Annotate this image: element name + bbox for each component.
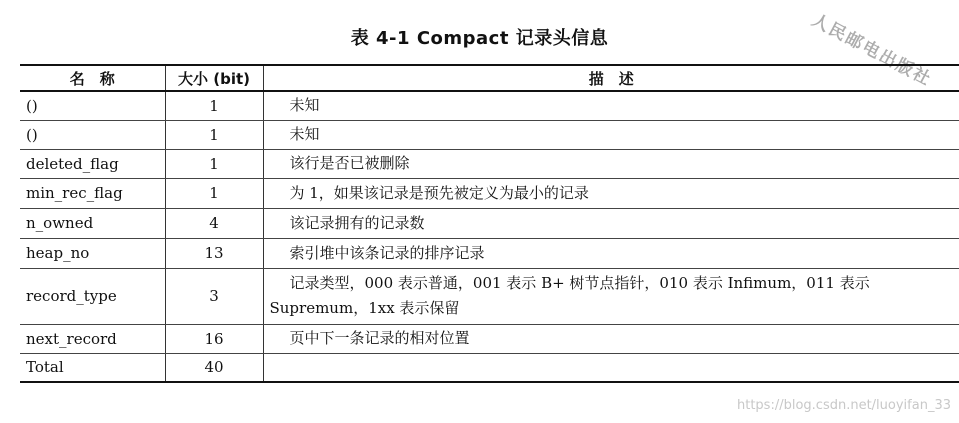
description-line: 记录类型，000 表示普通，001 表示 B+ 树节点指针，010 表示 Infimum，011 表示 — [289, 274, 870, 292]
table-row — [20, 208, 959, 238]
cell-field-name: heap_no — [20, 238, 165, 268]
cell-description — [263, 91, 959, 120]
cell-field-name: () — [20, 91, 165, 120]
description-line: 该行是否已被删除 — [289, 154, 410, 172]
cell-description — [263, 149, 959, 178]
table-row — [20, 149, 959, 178]
cell-size: 13 — [165, 238, 263, 268]
description-line: 页中下一条记录的相对位置 — [289, 329, 470, 347]
table-row — [20, 120, 959, 149]
header-size: 大小 (bit) — [165, 65, 263, 91]
watermark-url: https://blog.csdn.net/luoyifan_33 — [737, 398, 951, 413]
table-header-row — [20, 65, 959, 91]
cell-description — [263, 324, 959, 353]
table-row — [20, 238, 959, 268]
table-caption: 表 4-1 Compact 记录头信息 — [350, 28, 609, 49]
cell-field-name: n_owned — [20, 208, 165, 238]
table-row — [20, 324, 959, 353]
description-line: 为 1，如果该记录是预先被定义为最小的记录 — [289, 183, 589, 202]
record-header-table — [20, 64, 959, 383]
header-description: 描 述 — [263, 65, 959, 91]
description-line: 未知 — [289, 125, 320, 143]
cell-size: 1 — [165, 149, 263, 178]
cell-size: 1 — [165, 120, 263, 149]
cell-field-name: deleted_flag — [20, 149, 165, 178]
table-row — [20, 91, 959, 120]
cell-size: 1 — [165, 178, 263, 208]
cell-size: 40 — [165, 353, 263, 382]
table-row — [20, 353, 959, 382]
description-line: 该记录拥有的记录数 — [289, 213, 425, 232]
header-name: 名 称 — [20, 65, 165, 91]
cell-description — [263, 353, 959, 382]
cell-size: 1 — [165, 91, 263, 120]
cell-field-name: Total — [20, 353, 165, 382]
cell-field-name: () — [20, 120, 165, 149]
cell-size: 3 — [165, 268, 263, 324]
table-row — [20, 268, 959, 324]
cell-description — [263, 208, 959, 238]
cell-size: 16 — [165, 324, 263, 353]
publisher-stamp: 人民邮电出版社 — [808, 10, 936, 91]
description-line: Supremum，1xx 表示保留 — [269, 299, 460, 317]
cell-size: 4 — [165, 208, 263, 238]
cell-field-name: min_rec_flag — [20, 178, 165, 208]
cell-description — [263, 268, 959, 324]
description-line: 未知 — [289, 96, 320, 115]
cell-description — [263, 178, 959, 208]
cell-field-name: next_record — [20, 324, 165, 353]
cell-description — [263, 120, 959, 149]
table-row — [20, 178, 959, 208]
cell-field-name: record_type — [20, 268, 165, 324]
cell-description — [263, 238, 959, 268]
description-line: 索引堆中该条记录的排序记录 — [289, 243, 485, 262]
